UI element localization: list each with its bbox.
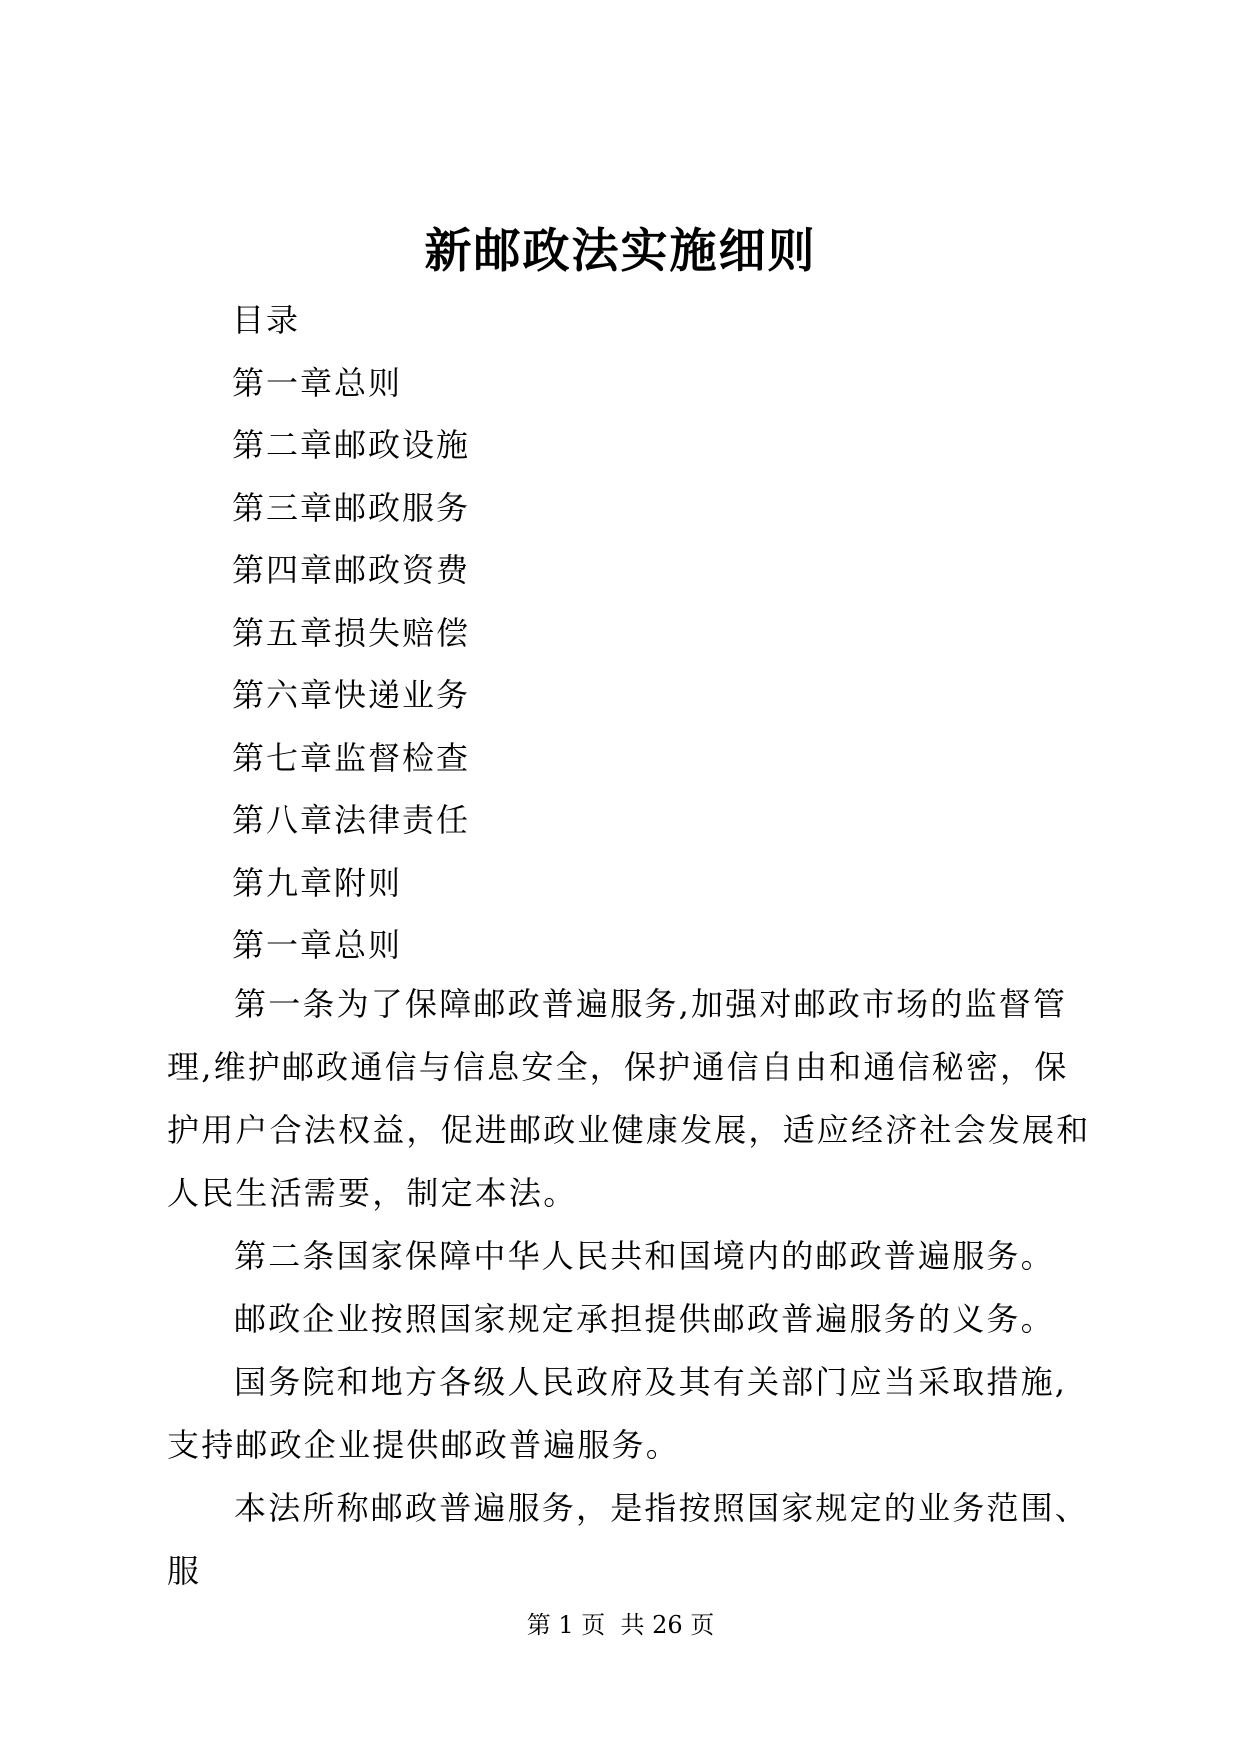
article-paragraph: 本法所称邮政普遍服务，是指按照国家规定的业务范围、服 bbox=[167, 1489, 1090, 1590]
chapter-heading: 第一章总则 bbox=[232, 926, 403, 964]
toc-item: 第八章法律责任 bbox=[232, 801, 471, 839]
toc-item: 第六章快递业务 bbox=[232, 676, 471, 714]
document-body bbox=[167, 973, 1092, 1603]
toc-item: 第二章邮政设施 bbox=[232, 426, 471, 464]
toc-item: 第一章总则 bbox=[232, 363, 403, 402]
toc-item: 第四章邮政资费 bbox=[232, 551, 471, 589]
table-of-contents bbox=[232, 289, 1092, 977]
toc-item: 第三章邮政服务 bbox=[232, 488, 471, 527]
toc-heading: 目录 bbox=[232, 301, 301, 339]
article-paragraph: 国务院和地方各级人民政府及其有关部门应当采取措施,支持邮政企业提供邮政普遍服务。 bbox=[167, 1363, 1068, 1464]
toc-item: 第七章监督检查 bbox=[232, 738, 471, 777]
toc-item: 第五章损失赔偿 bbox=[232, 613, 471, 652]
toc-item: 第九章附则 bbox=[232, 863, 403, 902]
article-paragraph: 第二条国家保障中华人民共和国境内的邮政普遍服务。 bbox=[234, 1237, 1055, 1275]
article-paragraph: 第一条为了保障邮政普遍服务,加强对邮政市场的监督管理,维护邮政通信与信息安全，保护通信自由和通信秘密，保护用户合法权益，促进邮政业健康发展，适应经济社会发展和人民生活需要，制定本法。 bbox=[167, 985, 1091, 1212]
article-paragraph: 邮政企业按照国家规定承担提供邮政普遍服务的义务。 bbox=[234, 1300, 1055, 1338]
document-title: 新邮政法实施细则 bbox=[424, 224, 817, 279]
page-footer: 第 1 页 共 26 页 bbox=[526, 1611, 715, 1639]
